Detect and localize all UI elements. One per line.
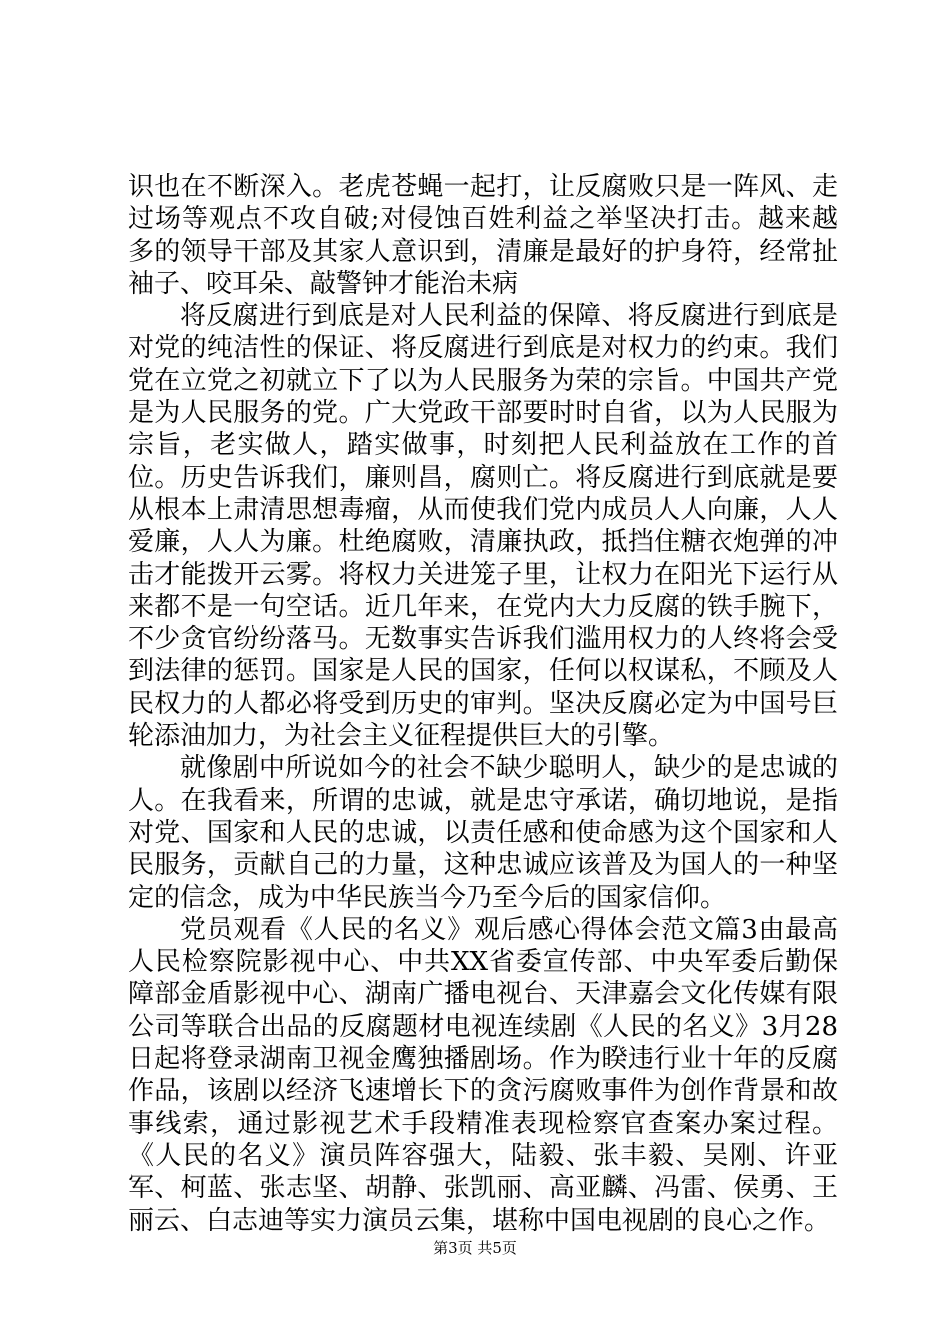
page-footer <box>0 1238 950 1258</box>
page-number: 第3页 共5页 <box>433 1239 517 1257</box>
paragraph-continuation: 识也在不断深入。老虎苍蝇一起打，让反腐败只是一阵风、走过场等观点不攻自破;对侵蚀百姓利益之举坚决打击。越来越多的领导干部及其家人意识到，清廉是最好的护身符，经常扯袖子、咬耳朵、敲警钟才能治未病 <box>128 172 838 299</box>
paragraph-anticorruption: 将反腐进行到底是对人民利益的保障、将反腐进行到底是对党的纯洁性的保证、将反腐进行到底是对权力的约束。我们党在立党之初就立下了以为人民服务为荣的宗旨。中国共产党是为人民服务的党。广大党政干部要时时自省，以为人民服为宗旨，老实做人，踏实做事，时刻把人民利益放在工作的首位。历史告诉我们，廉则昌，腐则亡。将反腐进行到底就是要从根本上肃清思想毒瘤，从而使我们党内成员人人向廉，人人爱廉，人人为廉。杜绝腐败，清廉执政，抵挡住糖衣炮弹的冲击才能拨开云雾。将权力关进笼子里，让权力在阳光下运行从来都不是一句空话。近几年来，在党内大力反腐的铁手腕下，不少贪官纷纷落马。无数事实告诉我们滥用权力的人终将会受到法律的惩罚。国家是人民的国家，任何以权谋私，不顾及人民权力的人都必将受到历史的审判。坚决反腐必定为中国号巨轮添油加力，为社会主义征程提供巨大的引擎。 <box>128 301 838 752</box>
paragraph-article-3: 党员观看《人民的名义》观后感心得体会范文篇3由最高人民检察院影视中心、中共XX省委宣传部、中央军委后勤保障部金盾影视中心、湖南广播电视台、天津嘉会文化传媒有限公司等联合出品的反腐题材电视连续剧《人民的名义》3月28日起将登录湖南卫视金鹰独播剧场。作为睽违行业十年的反腐作品，该剧以经济飞速增长下的贪污腐败事件为创作背景和故事线索，通过影视艺术手段精准表现检察官查案办案过程。《人民的名义》演员阵容强大，陆毅、张丰毅、吴刚、许亚军、柯蓝、张志坚、胡静、张凯丽、高亚麟、冯雷、侯勇、王丽云、白志迪等实力演员云集，堪称中国电视剧的良心之作。 <box>128 914 838 1236</box>
paragraph-loyalty: 就像剧中所说如今的社会不缺少聪明人，缺少的是忠诚的人。在我看来，所谓的忠诚，就是忠守承诺，确切地说，是指对党、国家和人民的忠诚，以责任感和使命感为这个国家和人民服务，贡献自己的力量，这种忠诚应该普及为国人的一种坚定的信念，成为中华民族当今乃至今后的国家信仰。 <box>128 753 838 913</box>
document-body <box>128 171 838 1237</box>
